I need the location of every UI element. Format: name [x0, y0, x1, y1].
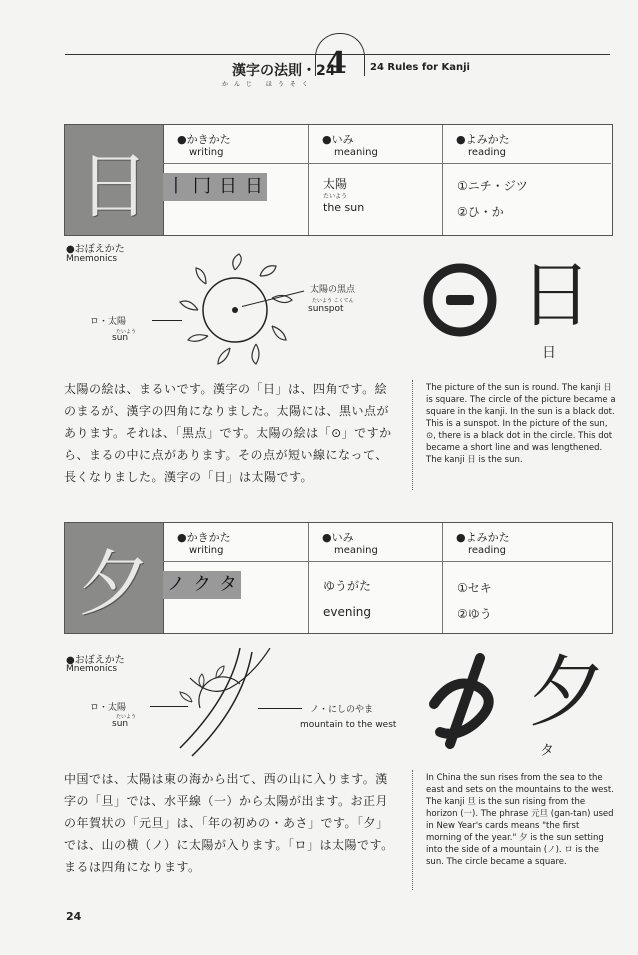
explanation-jp: 太陽の絵は、まるいです。漢字の「日」は、四角です。絵のまるが、漢字の四角になりました。太陽には、黒い点があります。それは、「黒点」です。太陽の絵は「⊙」ですから、まるの中に点があります。その点が短い線になって、長くなりました。漢字の「日」は太陽です。 [64, 382, 392, 484]
label-sunspot-furigana: たいよう こくてん [312, 298, 354, 304]
kanji-card-1 [64, 124, 613, 236]
reading-label-en: reading [468, 147, 506, 158]
meaning-label-en: meaning [334, 545, 378, 556]
meaning-header [308, 523, 443, 562]
label-sun-furigana: たいよう [116, 714, 137, 720]
arrow-line [152, 320, 182, 321]
label-mountain-en: mountain to the west [300, 720, 397, 730]
kanji-tile [65, 523, 164, 633]
meaning-header [308, 125, 443, 164]
kanji-result-small: タ [540, 743, 554, 759]
divider [308, 163, 309, 235]
column-divider [412, 770, 413, 890]
mnemonics-label-en: Mnemonics [66, 664, 118, 674]
reading-header [442, 125, 611, 164]
mnemonics-label-en: Mnemonics [66, 254, 118, 264]
reading-on: ①セキ [457, 581, 492, 595]
meaning-label-en: meaning [334, 147, 378, 158]
page-title: 漢字の法則・24 [232, 63, 336, 79]
kanji-result: 夕 [528, 648, 607, 738]
stroke-step: ク [193, 574, 211, 595]
sunset-drawing [170, 648, 280, 758]
kanji-card-2 [64, 522, 613, 634]
reading-label-en: reading [468, 545, 506, 556]
kanji-result: 日 [520, 253, 593, 337]
explanation-en: The picture of the sun is round. The kanji 日 is square. The circle of the picture became a square in the kanji. In the sun is a black dot. This is a sunspot. In the picture of the sun, ⊙, there is a black dot in the circle. This dot became a short line and was lengthened. The kanji 日 is the sun. [426, 383, 616, 465]
kanji-result-small: 日 [542, 345, 556, 361]
writing-label-en: writing [189, 147, 224, 158]
chapter-number: 4 [326, 46, 347, 81]
meaning-en: evening [323, 605, 372, 619]
english-title: 24 Rules for Kanji [370, 62, 470, 73]
meaning-label-jp: ●いみ [322, 531, 354, 544]
meaning-jp: 太陽 [323, 177, 348, 191]
title-furigana: かんじ ほうそく [222, 81, 314, 88]
kanji-character: 夕 [77, 542, 150, 626]
explanation-en: In China the sun rises from the sea to the east and sets on the mountains to the west. The kanji 旦 is the sun rising from the horizon (一). The phrase 元旦 (gan-tan) used in New Year's cards means "the first morning of the year." 夕 is the sun setting into the side of a mountain (ノ). ロ is the sun. The circle became a square. [426, 773, 614, 867]
column-divider [412, 380, 413, 490]
kanji-character: 日 [77, 144, 150, 228]
stroke-step: タ [219, 574, 237, 595]
reading-label-jp: ●よみかた [456, 531, 510, 544]
label-sun: ロ・太陽 [90, 703, 127, 713]
explanation-jp: 中国では、太陽は東の海から出て、西の山に入ります。漢字の「旦」では、水平線（一）から太陽が出ます。お正月の年賀状の「元旦」は、「年の初めの・あさ」です。「夕」では、山の横（ノ）に太陽が入ります。「ロ」は太陽です。まるは四角になります。 [64, 772, 394, 874]
writing-label-jp: ●かきかた [177, 531, 231, 544]
sunset-symbol [420, 652, 510, 752]
divider [308, 561, 309, 633]
stroke-step: ノ [167, 574, 185, 595]
label-mountain: ノ・にしのやま [310, 705, 374, 715]
meaning-label-jp: ●いみ [322, 133, 354, 146]
stroke-step: 日 [219, 176, 237, 197]
meaning-furigana: たいよう [323, 193, 348, 200]
mnemonics-label-jp: ●おぼえかた [66, 655, 125, 666]
reading-kun: ②ひ・か [457, 205, 504, 219]
meaning-jp: ゆうがた [323, 579, 372, 593]
mnemonics-label-jp: ●おぼえかた [66, 244, 125, 255]
circle-dot-symbol [418, 258, 502, 342]
label-sunspot: 太陽の黒点 [310, 285, 356, 295]
arrow-line [150, 706, 188, 707]
reading-header [442, 523, 611, 562]
kanji-tile [65, 125, 164, 235]
arrow-line [258, 708, 302, 709]
writing-header [163, 523, 309, 562]
label-sun-en: sun [112, 719, 129, 729]
label-sun: ロ・太陽 [90, 317, 127, 327]
stroke-step: 冂 [193, 176, 211, 197]
stroke-step: 丨 [167, 176, 185, 197]
reading-kun: ②ゆう [457, 607, 492, 621]
writing-header [163, 125, 309, 164]
stroke-step: 日 [245, 176, 263, 197]
divider [442, 561, 443, 633]
label-sunspot-en: sunspot [308, 304, 344, 314]
writing-label-en: writing [189, 545, 224, 556]
label-sun-en: sun [112, 333, 129, 343]
reading-on: ①ニチ・ジツ [457, 179, 528, 193]
page-number: 24 [66, 910, 82, 923]
writing-label-jp: ●かきかた [177, 133, 231, 146]
reading-label-jp: ●よみかた [456, 133, 510, 146]
label-sun-furigana: たいよう [116, 329, 137, 335]
divider [442, 163, 443, 235]
meaning-en: the sun [323, 201, 365, 214]
sun-drawing [150, 248, 320, 378]
